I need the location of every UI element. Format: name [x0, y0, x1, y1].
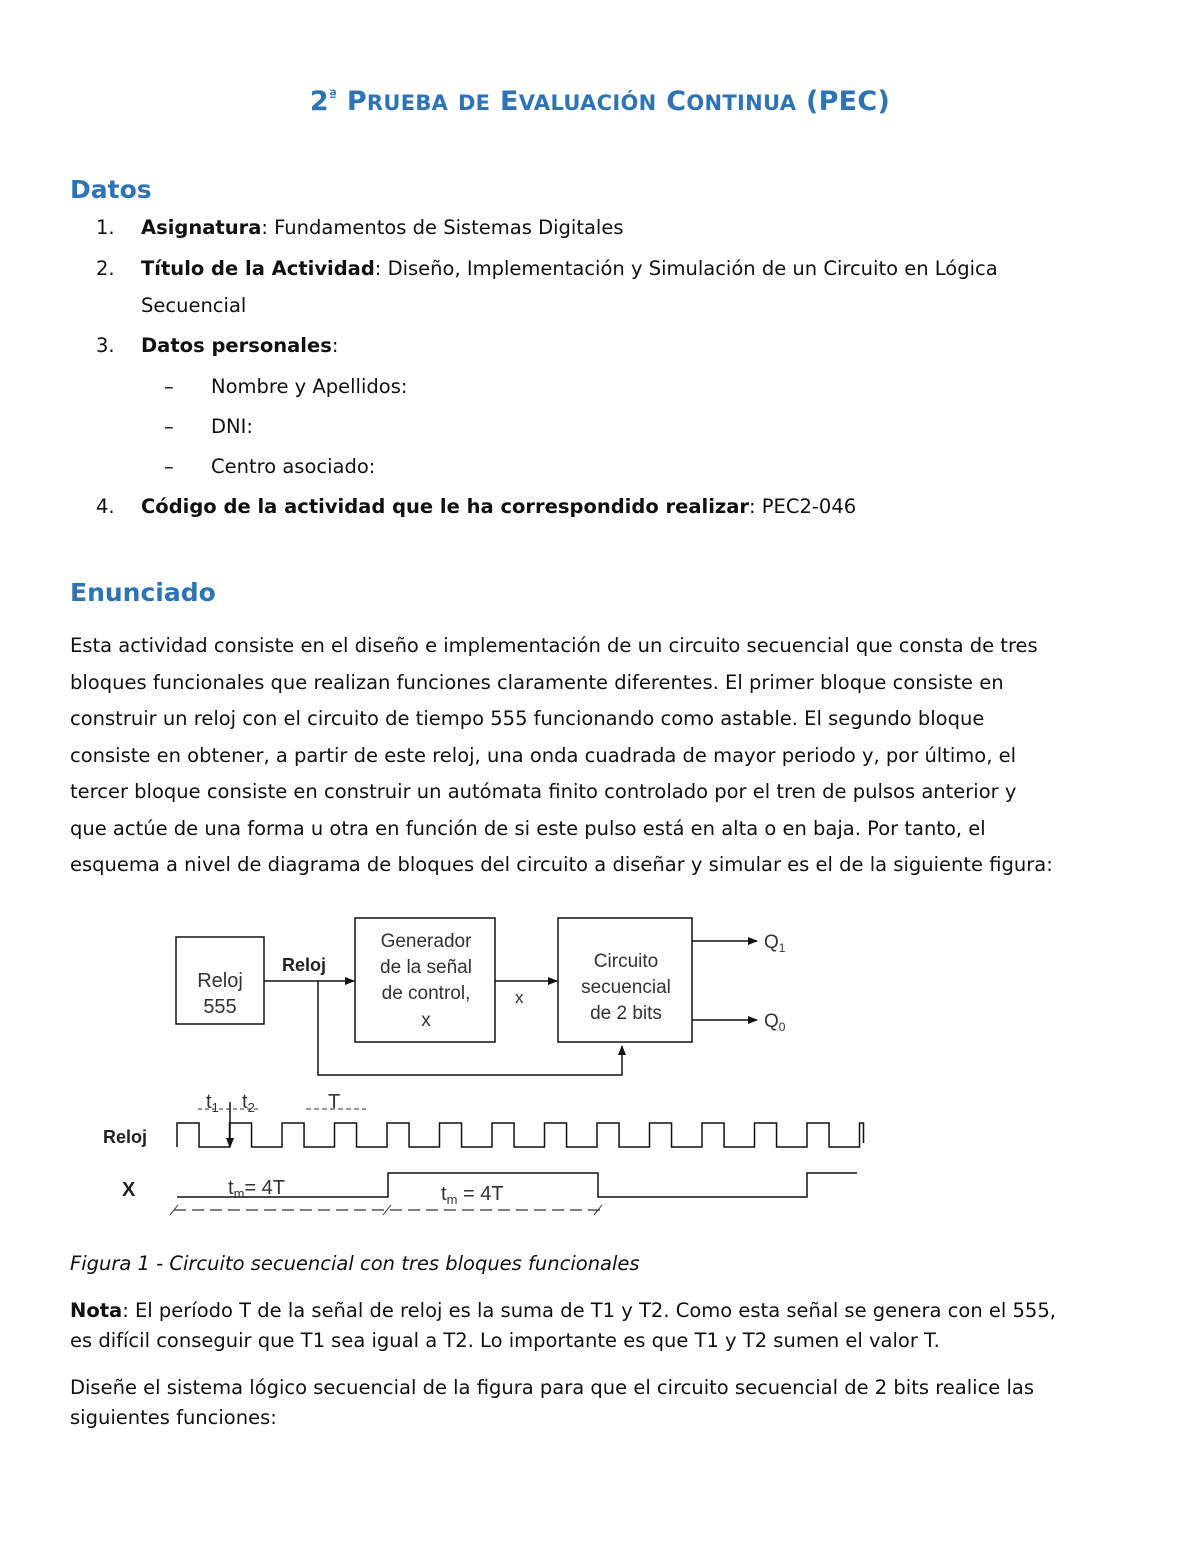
list-number: 2.	[96, 257, 115, 280]
list-item: Título de la Actividad: Diseño, Implementación y Simulación de un Circuito en Lógica	[141, 257, 998, 280]
paragraph-line: bloques funcionales que realizan funciones claramente diferentes. El primer bloque consiste en	[70, 670, 1004, 694]
paragraph-line: construir un reloj con el circuito de tiempo 555 funcionando como astable. El segundo bloque	[70, 707, 985, 730]
sub-item-centro: Centro asociado:	[211, 455, 376, 478]
q1-label: $Q_1$	[764, 932, 786, 955]
generador-line: de la señal	[380, 957, 472, 978]
timing-x-label: X	[122, 1179, 136, 1201]
reloj-block-label: Reloj	[197, 970, 243, 992]
q0-label: $Q_0$	[764, 1011, 786, 1034]
sub-item-nombre: Nombre y Apellidos:	[211, 375, 408, 398]
generador-line: Generador	[380, 931, 472, 952]
clock-waveform	[177, 1123, 864, 1147]
paragraph-line: esquema a nivel de diagrama de bloques del circuito a diseñar y simular es el de la siguiente figura:	[70, 853, 1053, 876]
list-item: Código de la actividad que le ha correspondido realizar: PEC2-046	[141, 495, 857, 518]
nota-line-2: es difícil conseguir que T1 sea igual a T2. Lo importante es que T1 y T2 sumen el valor T.	[70, 1329, 940, 1352]
x-signal-label: x	[515, 988, 524, 1007]
list-item-continuation: Secuencial	[141, 294, 247, 317]
t1-label: $t_1$	[206, 1091, 219, 1115]
enunciado-paragraph	[70, 628, 1053, 884]
paragraph-line: que actúe de una forma u otra en función de si este pulso está en alta o en baja. Por tanto, el	[70, 816, 986, 840]
paragraph-line: consiste en obtener, a partir de este reloj, una onda cuadrada de mayor periodo y, por último, el	[70, 743, 1017, 767]
paragraph-line: tercer bloque consiste en construir un autómata finito controlado por el tren de pulsos anterior y	[70, 780, 1017, 803]
generador-line: de control,	[381, 983, 471, 1004]
period-label: T	[328, 1091, 341, 1113]
reloj-block-number: 555	[203, 996, 237, 1018]
tm2-label: $t_m = 4T$	[441, 1183, 504, 1207]
circuito-line: Circuito	[593, 951, 659, 972]
circuito-line: de 2 bits	[590, 1003, 662, 1024]
dash-bullet: –	[164, 375, 174, 398]
enunciado-heading: Enunciado	[70, 578, 216, 607]
t2-label: $t_2$	[242, 1091, 255, 1115]
list-number: 3.	[96, 334, 115, 357]
dash-bullet: –	[164, 455, 174, 478]
figure-caption: Figura 1 - Circuito secuencial con tres bloques funcionales	[70, 1252, 640, 1275]
list-item: Datos personales:	[141, 334, 339, 357]
list-item: Asignatura: Fundamentos de Sistemas Digitales	[141, 216, 624, 239]
list-number: 1.	[96, 216, 115, 239]
datos-heading: Datos	[70, 175, 152, 204]
sub-item-dni: DNI:	[211, 415, 253, 438]
list-number: 4.	[96, 495, 115, 518]
disene-line-1: Diseñe el sistema lógico secuencial de la figura para que el circuito secuencial de 2 bits realice las	[70, 1376, 1035, 1399]
generador-line: x	[421, 1010, 431, 1031]
circuito-line: secuencial	[581, 977, 671, 998]
disene-line-2: siguientes funciones:	[70, 1406, 277, 1429]
timing-reloj-label: Reloj	[103, 1127, 148, 1147]
page-title: $2^ª$ PRUEBA DE EVALUACIÓN CONTINUA (PEC)	[309, 86, 891, 117]
nota-line-1: Nota: El período T de la señal de reloj es la suma de T1 y T2. Como esta señal se genera con el 555,	[70, 1299, 1056, 1322]
block-diagram-figure	[0, 900, 1200, 1230]
tm1-label: $t_m= 4T$	[228, 1177, 285, 1201]
tm-tick	[383, 1205, 391, 1215]
reloj-signal-label: Reloj	[282, 955, 327, 975]
paragraph-line: Esta actividad consiste en el diseño e implementación de un circuito secuencial que consta de tres	[70, 634, 1038, 657]
dash-bullet: –	[164, 415, 174, 438]
